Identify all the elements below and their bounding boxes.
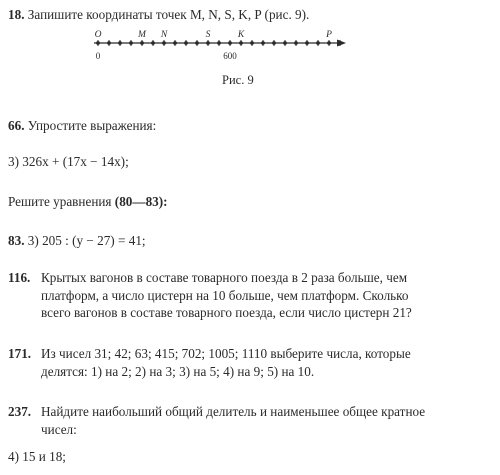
problem-66-item: 3) 326x + (17x − 14x); (8, 154, 129, 169)
number-line-figure (90, 26, 350, 68)
header-text: Решите уравнения (8, 194, 115, 209)
text-line: Найдите наибольший общий делитель и наименьшее общее кратное (41, 404, 426, 419)
problem-text: 3) 205 : (y − 27) = 41; (27, 233, 146, 248)
tick-label-600: 600 (223, 51, 237, 61)
problem-83 (8, 232, 494, 249)
text-line: чисел: (41, 421, 77, 437)
problem-number: 83. (8, 233, 25, 248)
point-dot (305, 41, 309, 45)
point-label-k: K (237, 30, 245, 40)
point-label-o: O (94, 30, 102, 40)
text-line: Крытых вагонов в составе товарного поезда в 2 раза больше, чем (41, 270, 408, 285)
problem-116-text (41, 269, 412, 322)
problem-237-item: 4) 15 и 18; (8, 449, 66, 464)
point-dot (294, 41, 298, 45)
point-dot (272, 41, 276, 45)
point-dot (129, 41, 133, 45)
point-label-m: M (138, 30, 146, 40)
problem-number: 237. (8, 404, 32, 419)
problem-number: 171. (8, 346, 32, 361)
text-line: делятся: 1) на 2; 2) на 3; 3) на 5; 4) на 9; 5) на 10. (41, 363, 315, 379)
point-dot (140, 41, 144, 45)
point-label-n: N (160, 30, 168, 40)
point-dot (239, 41, 243, 45)
tick-label-zero: 0 (95, 51, 101, 61)
point-dot (206, 41, 210, 45)
point-dot (96, 41, 100, 45)
problem-number: 18. (8, 7, 25, 22)
equations-header (8, 193, 494, 210)
problem-text: Запишите координаты точек M, N, S, K, P (рис. 9). (27, 7, 310, 22)
point-dot (261, 41, 265, 45)
figure-caption: Рис. 9 (222, 73, 254, 87)
problem-18 (8, 6, 494, 23)
point-dot (338, 41, 342, 45)
problem-237-text (41, 403, 425, 438)
point-dot (173, 41, 177, 45)
point-dot (107, 41, 111, 45)
text-line: платформ, а число цистерн на 10 больше, чем платформ. Сколько (41, 287, 409, 303)
problem-number: 66. (8, 118, 25, 133)
point-label-s: S (205, 30, 211, 40)
point-dot (327, 41, 331, 45)
point-dot (250, 41, 254, 45)
point-dot (162, 41, 166, 45)
point-dot (217, 41, 221, 45)
point-dot (228, 41, 232, 45)
point-dot (195, 41, 199, 45)
problem-66 (8, 117, 494, 134)
problem-number: 116. (8, 270, 31, 285)
point-dot (118, 41, 122, 45)
text-line: всего вагонов в составе товарного поезда, если число цистерн 21? (41, 305, 412, 320)
text-line: Из чисел 31; 42; 63; 415; 702; 1005; 1110 выберите числа, которые (41, 346, 411, 361)
point-label-p: P (326, 30, 332, 40)
header-range: (80—83): (114, 194, 168, 209)
point-dot (283, 41, 287, 45)
problem-171-text (41, 345, 411, 380)
problem-text: Упростите выражения: (27, 118, 157, 133)
point-dot (151, 41, 155, 45)
point-dot (184, 41, 188, 45)
point-dot (316, 41, 320, 45)
